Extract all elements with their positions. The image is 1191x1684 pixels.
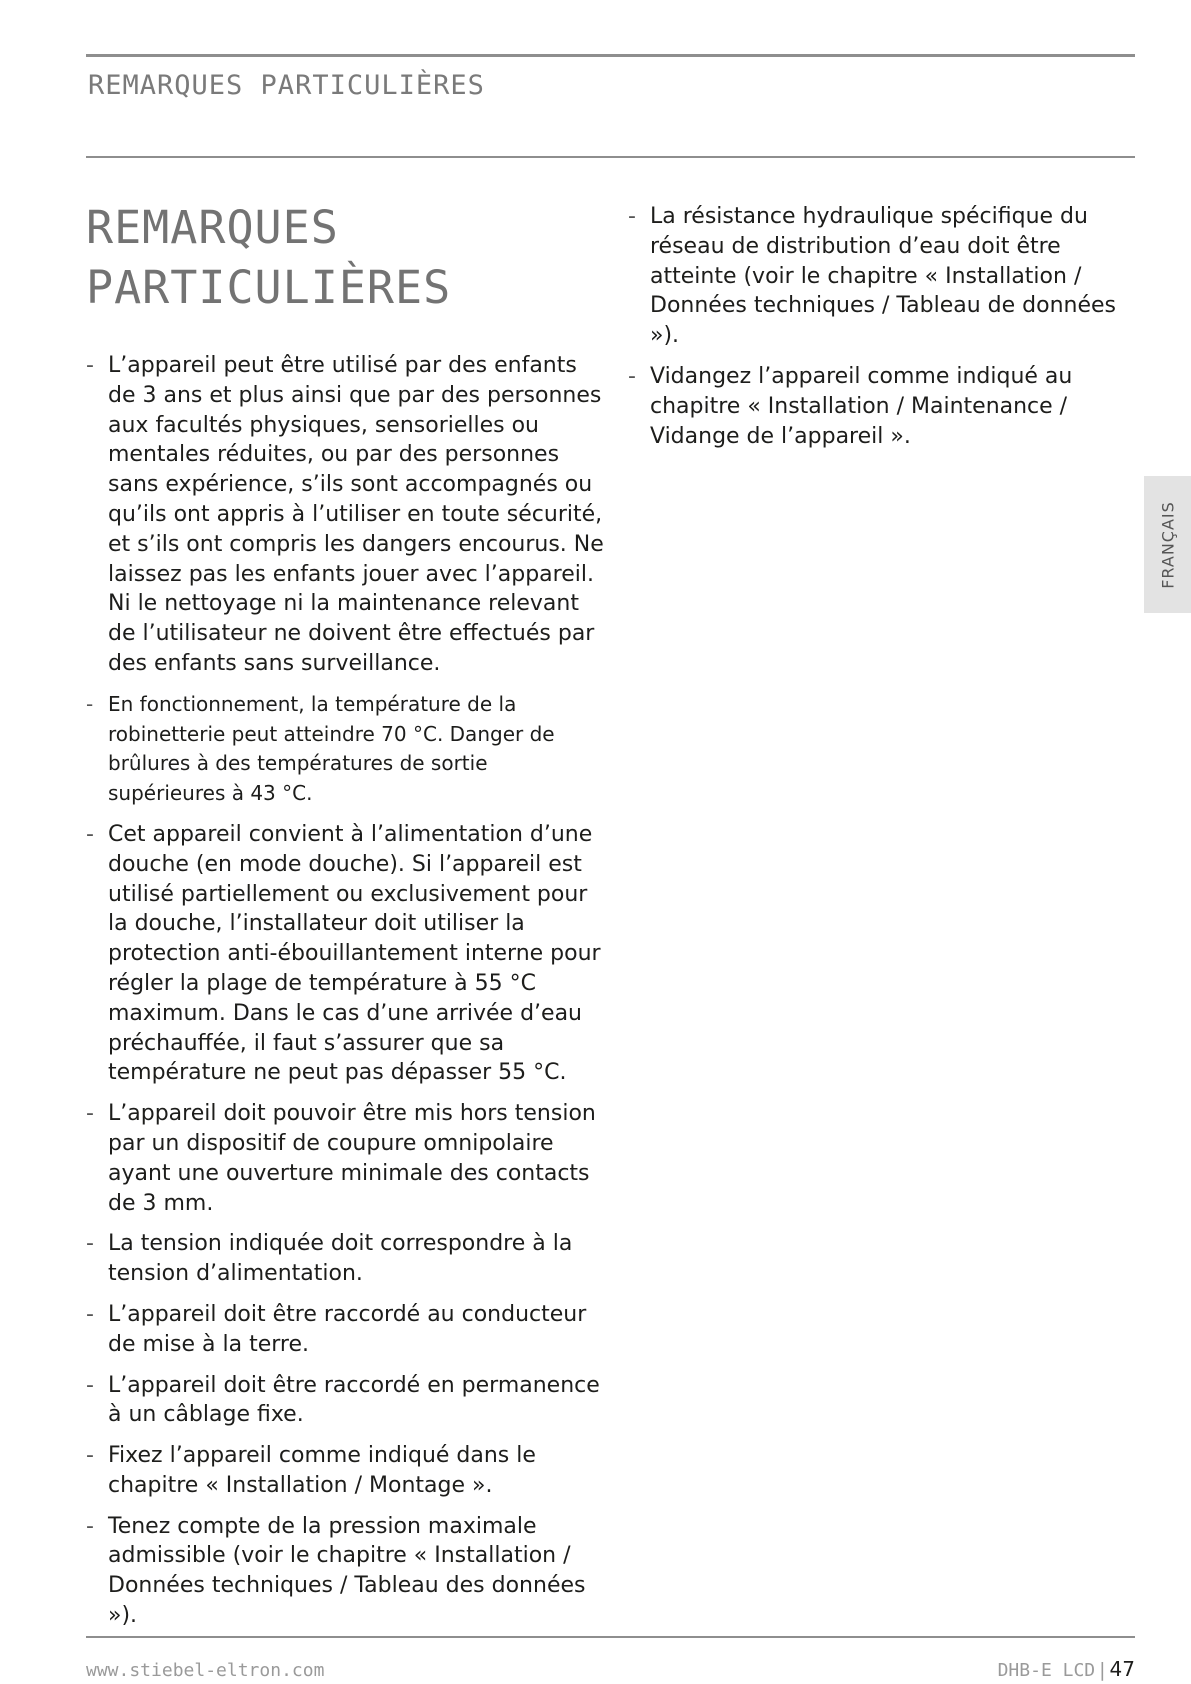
list-item: - Vidangez l’appareil comme indiqué au chapitre « Installation / Maintenance / Vidange de l’appareil ». [628, 362, 1138, 451]
page-number: 47 [1109, 1657, 1135, 1681]
footer-separator: | [1099, 1659, 1106, 1681]
footer-page-info [998, 1657, 1135, 1681]
header-top-rule [86, 54, 1135, 57]
left-column-list [86, 351, 606, 1642]
header-title: REMARQUES PARTICULIÈRES [88, 70, 485, 101]
list-item: - Cet appareil convient à l’alimentation d’une douche (en mode douche). Si l’appareil est utilisé partiellement ou exclusivement pour la douche, l’installateur doit utiliser la protection anti-ébouillantement interne pour régler la plage de température à 55 °C maximum. Dans le cas d’une arrivée d’eau préchauffée, il faut s’assurer que sa température ne peut pas dépasser 55 °C. [86, 820, 606, 1088]
list-item: - Tenez compte de la pression maximale admissible (voir le chapitre « Installation / Données techniques / Tableau des données »). [86, 1512, 606, 1631]
language-tab-label: FRANÇAIS [1158, 500, 1177, 589]
list-item: - L’appareil doit pouvoir être mis hors tension par un dispositif de coupure omnipolaire ayant une ouverture minimale des contacts de 3 mm. [86, 1099, 606, 1218]
list-item: - La résistance hydraulique spécifique du réseau de distribution d’eau doit être atteinte (voir le chapitre « Installation / Données techniques / Tableau de données »). [628, 202, 1138, 351]
list-item: - La tension indiquée doit correspondre à la tension d’alimentation. [86, 1229, 606, 1289]
list-item: - L’appareil doit être raccordé au conducteur de mise à la terre. [86, 1300, 606, 1360]
language-tab [1144, 476, 1191, 613]
footer-model: DHB-E LCD [997, 1660, 1096, 1681]
list-item: - L’appareil peut être utilisé par des enfants de 3 ans et plus ainsi que par des personnes aux facultés physiques, sensorielles ou mentales réduites, ou par des personnes sans expérience, s’ils sont accompagnés ou qu’ils ont appris à l’utiliser en toute sécurité, et s’ils ont compris les dangers encourus. Ne laissez pas les enfants jouer avec l’appareil. Ni le nettoyage ni la maintenance relevant de l’utilisateur ne doivent être effectués par des enfants sans surveillance. [86, 351, 606, 679]
footer-rule [86, 1636, 1135, 1638]
page-title-line-1: REMARQUES [86, 201, 339, 254]
list-item: - Fixez l’appareil comme indiqué dans le chapitre « Installation / Montage ». [86, 1441, 606, 1501]
list-item: - En fonctionnement, la température de la robinetterie peut atteindre 70 °C. Danger de brûlures à des températures de sortie supérieures à 43 °C. [86, 690, 606, 809]
footer-url: www.stiebel-eltron.com [86, 1660, 325, 1681]
page-title-line-2: PARTICULIÈRES [86, 261, 452, 314]
page-title [86, 198, 646, 318]
header-bottom-rule [86, 156, 1135, 158]
list-item: - L’appareil doit être raccordé en permanence à un câblage fixe. [86, 1371, 606, 1431]
right-column-list [628, 202, 1138, 462]
